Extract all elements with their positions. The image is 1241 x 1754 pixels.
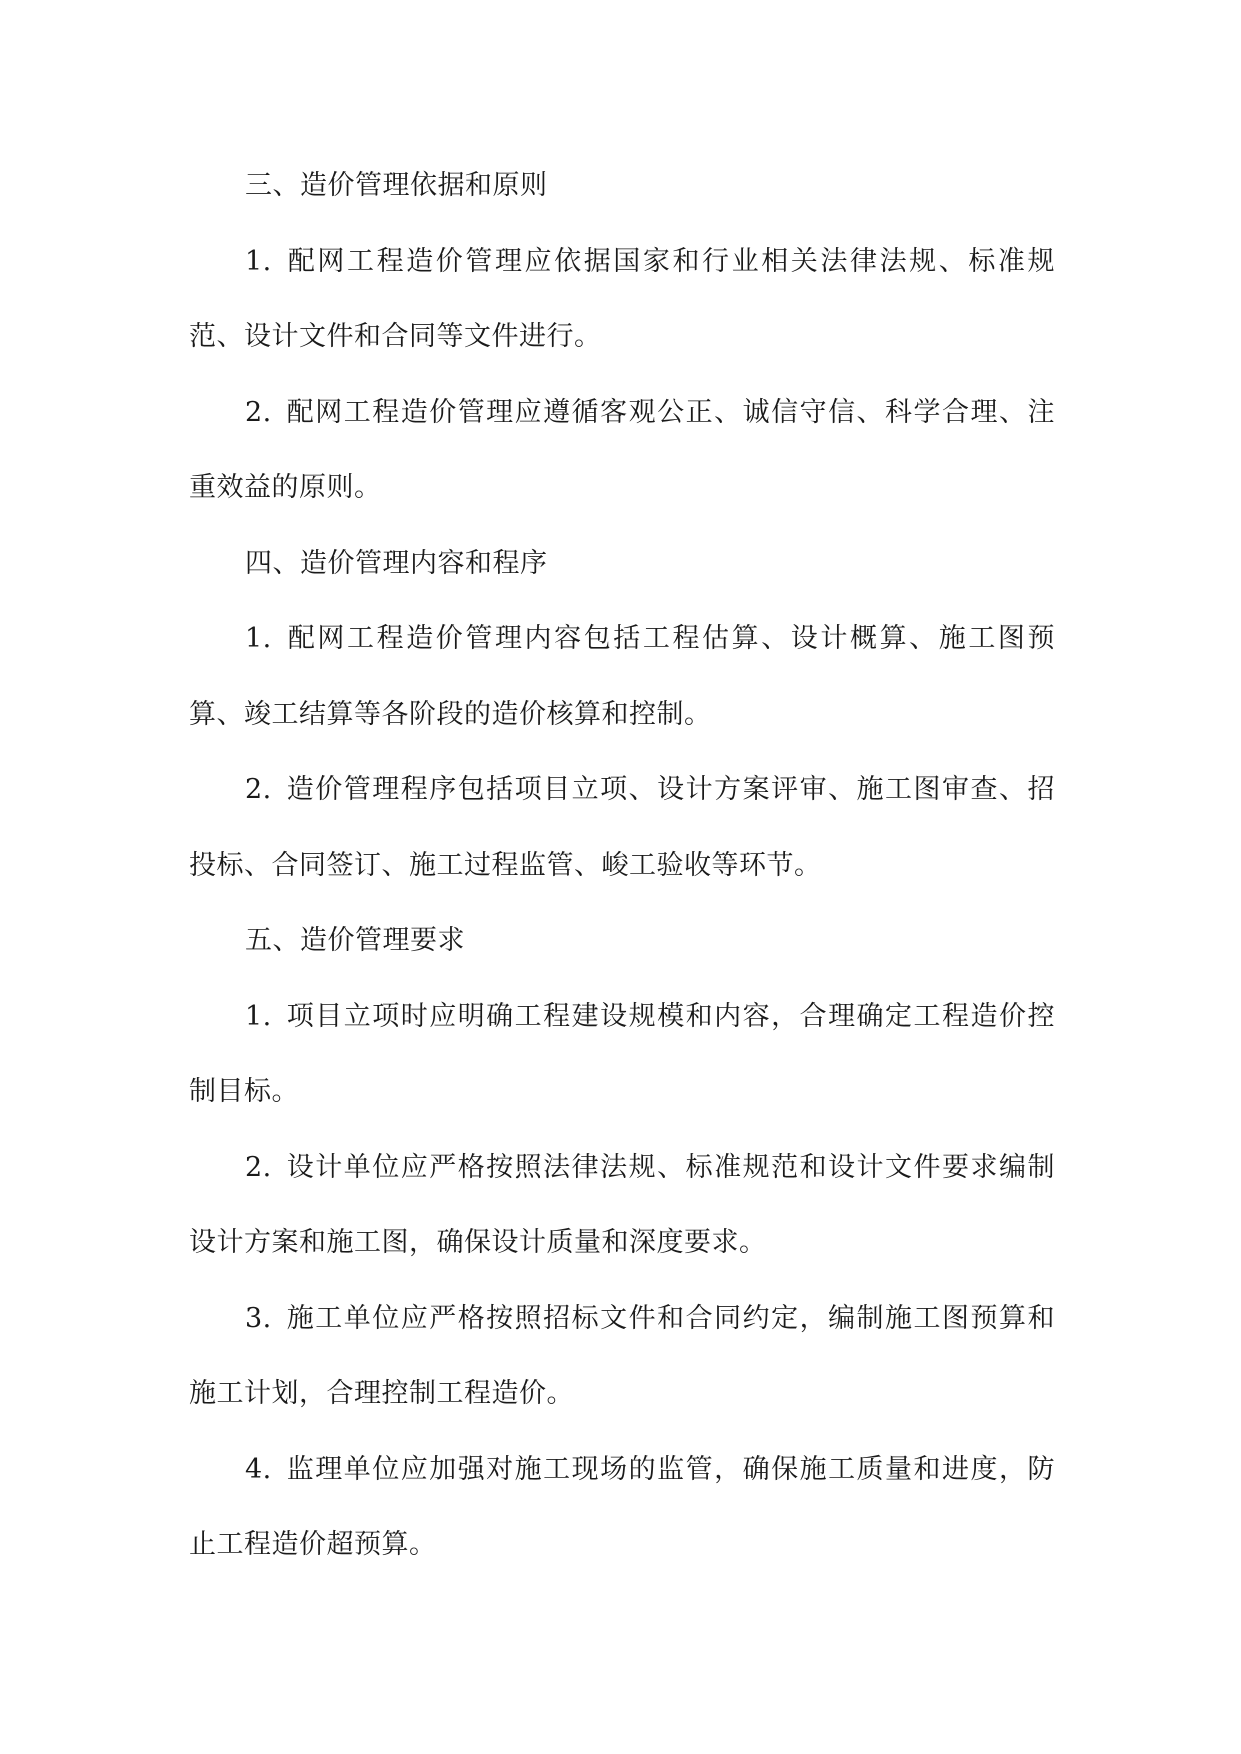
item-number: 1.: [245, 1000, 272, 1032]
section-heading-5: 五、造价管理要求: [245, 925, 465, 956]
document-body: [189, 148, 1055, 1583]
section-heading-3: 三、造价管理依据和原则: [245, 170, 548, 201]
paragraph-5-3: 3. 施工单位应严格按照招标文件和合同约定，编制施工图预算和施工计划，合理控制工程造价。: [189, 1302, 1055, 1409]
item-number: 4.: [245, 1453, 272, 1485]
paragraph-4-1: 1. 配网工程造价管理内容包括工程估算、设计概算、施工图预算、竣工结算等各阶段的造价核算和控制。: [189, 623, 1055, 730]
item-number: 1.: [245, 623, 272, 654]
item-number: 2.: [245, 396, 272, 428]
paragraph-5-2: 2. 设计单位应严格按照法律法规、标准规范和设计文件要求编制设计方案和施工图，确保设计质量和深度要求。: [189, 1151, 1055, 1258]
paragraph-3-2: 2. 配网工程造价管理应遵循客观公正、诚信守信、科学合理、注重效益的原则。: [189, 396, 1055, 503]
item-number: 1.: [245, 245, 272, 277]
paragraph-5-1: 1. 项目立项时应明确工程建设规模和内容，合理确定工程造价控制目标。: [189, 1000, 1055, 1107]
paragraph-3-1: 1. 配网工程造价管理应依据国家和行业相关法律法规、标准规范、设计文件和合同等文件进行。: [189, 245, 1055, 352]
section-heading-4: 四、造价管理内容和程序: [245, 547, 548, 579]
item-number: 2.: [245, 1151, 272, 1183]
paragraph-4-2: 2. 造价管理程序包括项目立项、设计方案评审、施工图审查、招投标、合同签订、施工过程监管、峻工验收等环节。: [189, 774, 1055, 881]
item-number: 3.: [245, 1302, 272, 1334]
paragraph-5-4: 4. 监理单位应加强对施工现场的监管，确保施工质量和进度，防止工程造价超预算。: [189, 1453, 1055, 1560]
item-number: 2.: [245, 774, 272, 805]
